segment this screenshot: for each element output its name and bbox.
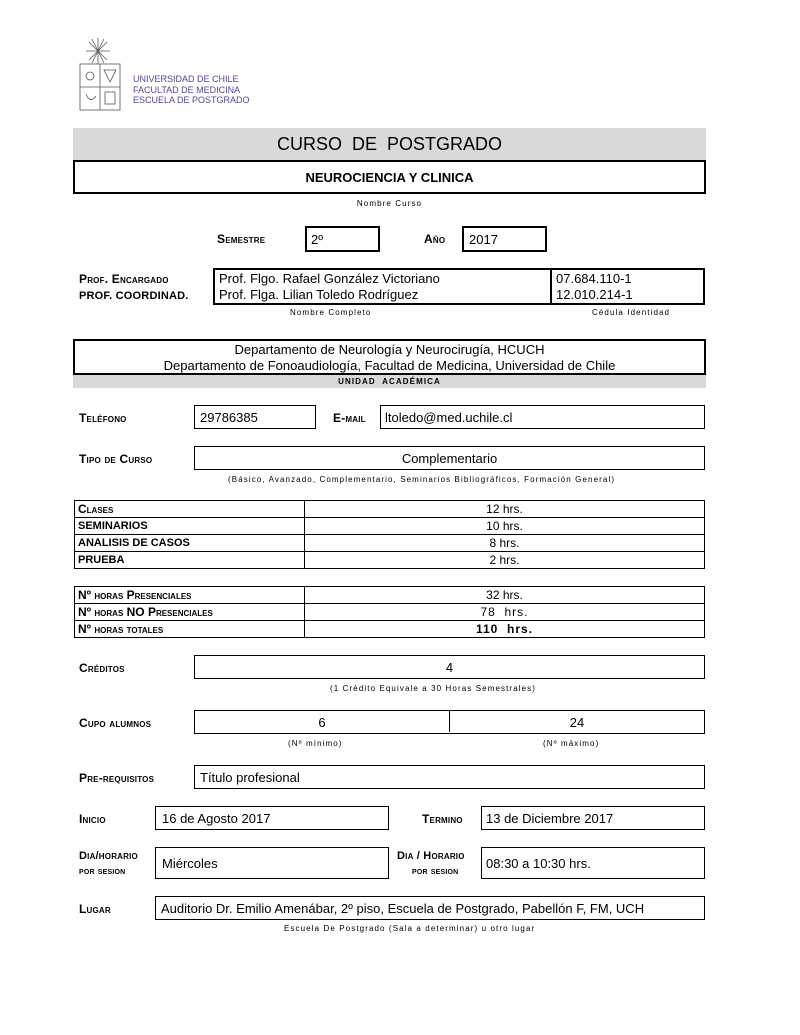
end-date-field[interactable] (481, 806, 705, 830)
prof-coordinador-label: PROF. COORDINAD. (79, 290, 189, 302)
credits-field[interactable] (194, 655, 705, 679)
email-field[interactable] (380, 405, 705, 429)
place-note: Escuela De Postgrado (Sala a determinar) u otro lugar (284, 924, 536, 933)
total-label-presenciales: Nº horas Presenciales (75, 587, 305, 604)
page-title: CURSO DE POSTGRADO (276, 134, 503, 154)
table-row (75, 587, 705, 604)
professors-box (213, 268, 705, 305)
total-value-totales: 110 hrs. (305, 621, 705, 638)
course-name: NEUROCIENCIA Y CLINICA (305, 170, 474, 185)
day-value: Miércoles (162, 856, 218, 871)
hours-label-clases: Clases (75, 501, 305, 518)
course-type-label: Tipo de Curso (79, 452, 153, 466)
academic-unit-box (73, 339, 706, 375)
academic-unit-label: UNIDAD ACADÉMICA (338, 377, 441, 386)
school-name: ESCUELA DE POSTGRADO (133, 95, 250, 105)
total-label-no-presenciales: Nº horas NO Presenciales (75, 604, 305, 621)
quota-max-value[interactable]: 24 (569, 715, 585, 730)
hours-label-analisis: ANALISIS DE CASOS (75, 535, 305, 552)
course-name-box (73, 160, 706, 194)
table-row (75, 518, 705, 535)
table-row (75, 604, 705, 621)
phone-field[interactable] (194, 405, 316, 429)
quota-min-note: (Nº mínimo) (288, 739, 343, 748)
quota-field (194, 710, 705, 734)
semester-value: 2º (311, 232, 323, 247)
time-value: 08:30 a 10:30 hrs. (486, 856, 591, 871)
year-field[interactable] (462, 226, 547, 252)
prerequisites-field[interactable] (194, 765, 705, 789)
hours-table (74, 500, 705, 569)
hours-value-prueba: 2 hrs. (305, 552, 705, 569)
university-name: UNIVERSIDAD DE CHILE (133, 74, 239, 84)
id-note: Cédula Identidad (592, 308, 671, 317)
prerequisites-value: Título profesional (200, 770, 300, 785)
credits-label: Créditos (79, 661, 125, 675)
semester-label: Semestre (217, 232, 266, 246)
hours-value-clases: 12 hrs. (305, 501, 705, 518)
place-label: Lugar (79, 902, 111, 916)
time-label-line1: Dia / Horario (397, 850, 465, 862)
quota-max-note: (Nº máximo) (543, 739, 600, 748)
course-type-note: (Básico, Avanzado, Complementario, Seminarios Bibliográficos, Formación General) (228, 475, 616, 484)
end-date-value: 13 de Diciembre 2017 (486, 811, 614, 826)
university-crest-logo (78, 36, 124, 112)
table-row (75, 552, 705, 569)
totals-table (74, 586, 705, 638)
prerequisites-label: Pre-requisitos (79, 771, 155, 785)
institution-header (133, 74, 250, 106)
course-type-field[interactable] (194, 446, 705, 470)
prof-encargado-id: 07.684.110-1 (556, 271, 632, 286)
day-label-line2: por sesion (79, 866, 126, 877)
place-value: Auditorio Dr. Emilio Amenábar, 2º piso, Escuela de Postgrado, Pabellón F, FM, UCH (161, 901, 645, 916)
start-date-label: Inicio (79, 812, 106, 826)
total-value-presenciales: 32 hrs. (305, 587, 705, 604)
hours-value-analisis: 8 hrs. (305, 535, 705, 552)
prof-encargado-name: Prof. Flgo. Rafael González Victoriano (219, 271, 440, 286)
email-value: ltoledo@med.uchile.cl (385, 410, 513, 425)
day-label-line1: Dia/horario (79, 850, 138, 862)
hours-label-prueba: PRUEBA (75, 552, 305, 569)
hours-label-seminarios: SEMINARIOS (75, 518, 305, 535)
prof-coordinador-name: Prof. Flga. Lilian Toledo Rodríguez (219, 287, 419, 302)
year-value: 2017 (469, 232, 498, 247)
semester-field[interactable] (305, 226, 380, 252)
end-date-label: Termino (422, 812, 463, 826)
quota-label: Cupo alumnos (79, 716, 152, 730)
prof-coordinador-id: 12.010.214-1 (556, 287, 633, 302)
start-date-field[interactable] (155, 806, 389, 830)
prof-encargado-label: Prof. Encargado (79, 272, 169, 286)
time-label-line2: por sesion (412, 866, 459, 877)
name-note: Nombre Completo (290, 308, 372, 317)
academic-unit-line1: Departamento de Neurología y Neurocirugía, HCUCH (234, 342, 545, 357)
table-row (75, 621, 705, 638)
total-value-no-presenciales: 78 hrs. (305, 604, 705, 621)
total-label-totales: Nº horas totales (75, 621, 305, 638)
time-field[interactable] (481, 847, 705, 879)
course-name-note: Nombre Curso (356, 199, 423, 208)
place-field[interactable] (155, 896, 705, 920)
faculty-name: FACULTAD DE MEDICINA (133, 84, 241, 95)
phone-label: Teléfono (79, 411, 127, 425)
email-label: E-mail (333, 411, 366, 425)
quota-min-value[interactable]: 6 (318, 715, 326, 730)
credits-value: 4 (445, 660, 454, 675)
start-date-value: 16 de Agosto 2017 (162, 811, 271, 826)
year-label: Año (424, 232, 446, 246)
hours-value-seminarios: 10 hrs. (305, 518, 705, 535)
table-row (75, 501, 705, 518)
credits-note: (1 Crédito Equivale a 30 Horas Semestrales) (330, 684, 537, 693)
phone-value: 29786385 (200, 410, 258, 425)
academic-unit-line2: Departamento de Fonoaudiología, Facultad de Medicina, Universidad de Chile (163, 358, 616, 373)
table-row (75, 535, 705, 552)
day-field[interactable] (155, 847, 389, 879)
course-type-value: Complementario (401, 451, 498, 466)
